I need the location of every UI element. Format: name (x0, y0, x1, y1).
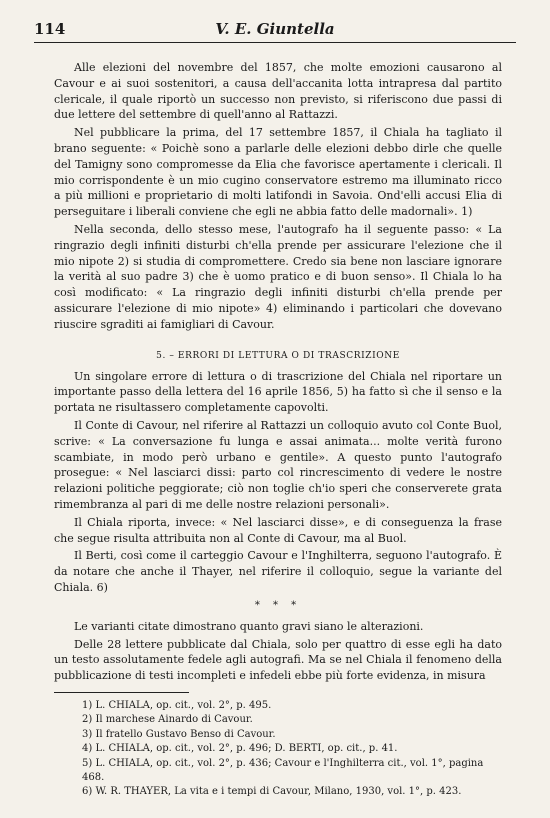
paragraph: Delle 28 lettere pubblicate dal Chiala, solo per quattro di esse egli ha dato un testo assolutamente fedele agli autografi. Ma se nel Chiala il fenomeno della pubblicazione di testi incompleti e infedeli ebbe più forte evidenza, in misura (54, 637, 502, 683)
section-separator: * * * (254, 599, 302, 611)
footnote: 2) Il marchese Ainardo di Cavour. (82, 714, 253, 726)
paragraph: Le varianti citate dimostrano quanto gravi siano le alterazioni. (74, 619, 424, 633)
footnote: 1) L. CHIALA, op. cit., vol. 2°, p. 495. (82, 699, 272, 711)
running-title: V. E. Giuntella (215, 20, 335, 38)
footnote: 4) L. CHIALA, op. cit., vol. 2°, p. 496; D. BERTI, op. cit., p. 41. (82, 743, 398, 755)
paragraph: Nel pubblicare la prima, del 17 settembre 1857, il Chiala ha tagliato il brano seguente: « Poichè sono a parlarle delle elezioni debbo dirle che quelle del Tamigny sono compromesse da Elia che favorisce apertamente i clericali. Il mio corrispondente è un mio cugino conservatore estremo ma illuminato ricco a più millioni e proprietario di molti latifondi in Savoia. Ond'elli accusi Elia di perseguitare i liberali conviene che egli ne abbia fatto delle madornali». 1) (54, 126, 502, 219)
page-number: 114 (34, 20, 66, 38)
paragraph: Alle elezioni del novembre del 1857, che molte emozioni causarono al Cavour e ai suoi sostenitori, a causa dell'accanita lotta intrapresa dal partito clericale, il quale riportò un successo non previsto, si riferiscono due passi di due lettere del settembre di quell'anno al Rattazzi. (54, 61, 502, 122)
page-body (54, 60, 502, 800)
paragraph: Un singolare errore di lettura o di trascrizione del Chiala nel riportare un importante passo della lettera del 16 aprile 1856, 5) ha fatto sì che il senso e la portata ne risultassero completamente capovolti. (54, 369, 502, 415)
section-title: 5. – ERRORI DI LETTURA O DI TRASCRIZIONE (156, 350, 400, 361)
paragraph: Nella seconda, dello stesso mese, l'autografo ha il seguente passo: « La ringrazio degli infiniti disturbi ch'ella prende per assicurare l'elezione che il mio nipote 2) si studia di compromettere. Credo sia bene non lasciare ignorare la verità al suo padre 3) che è uomo pratico e di buon senso». Il Chiala lo ha così modificato: « La ringrazio degli infiniti disturbi ch'ella prende per assicurare l'elezione di mio nipote» 4) eliminando i particolari che dovevano riuscire sgraditi ai famigliari di Cavour. (54, 222, 502, 331)
paragraph: Il Chiala riporta, invece: « Nel lasciarci disse», e di conseguenza la frase che segue risulta attribuita non al Conte di Cavour, ma al Buol. (54, 515, 502, 545)
footnote-rule (54, 692, 189, 693)
paragraph: Il Berti, così come il carteggio Cavour e l'Inghilterra, seguono l'autografo. È da notare che anche il Thayer, nel riferire il colloquio, segue la variante del Chiala. 6) (54, 549, 502, 594)
paragraph: Il Conte di Cavour, nel riferire al Rattazzi un colloquio avuto col Conte Buol, scrive: « La conversazione fu lunga e assai animata... molte verità furono scambiate, in modo però urbano e gentile». A questo punto l'autografo prosegue: « Nel lasciarci dissi: parto col rincrescimento di vedere le nostre relazioni politiche peggiorate; ciò non toglie ch'io speri che conserverete grata rimembranza al pari di me delle nostre relazioni personali». (54, 418, 502, 511)
footnote: 6) W. R. THAYER, La vita e i tempi di Cavour, Milano, 1930, vol. 1°, p. 423. (82, 786, 462, 798)
footnote: 5) L. CHIALA, op. cit., vol. 2°, p. 436; Cavour e l'Inghilterra cit., vol. 1°, pagina 468. (82, 757, 484, 783)
footnote: 3) Il fratello Gustavo Benso di Cavour. (82, 728, 276, 740)
page-header (34, 20, 516, 43)
